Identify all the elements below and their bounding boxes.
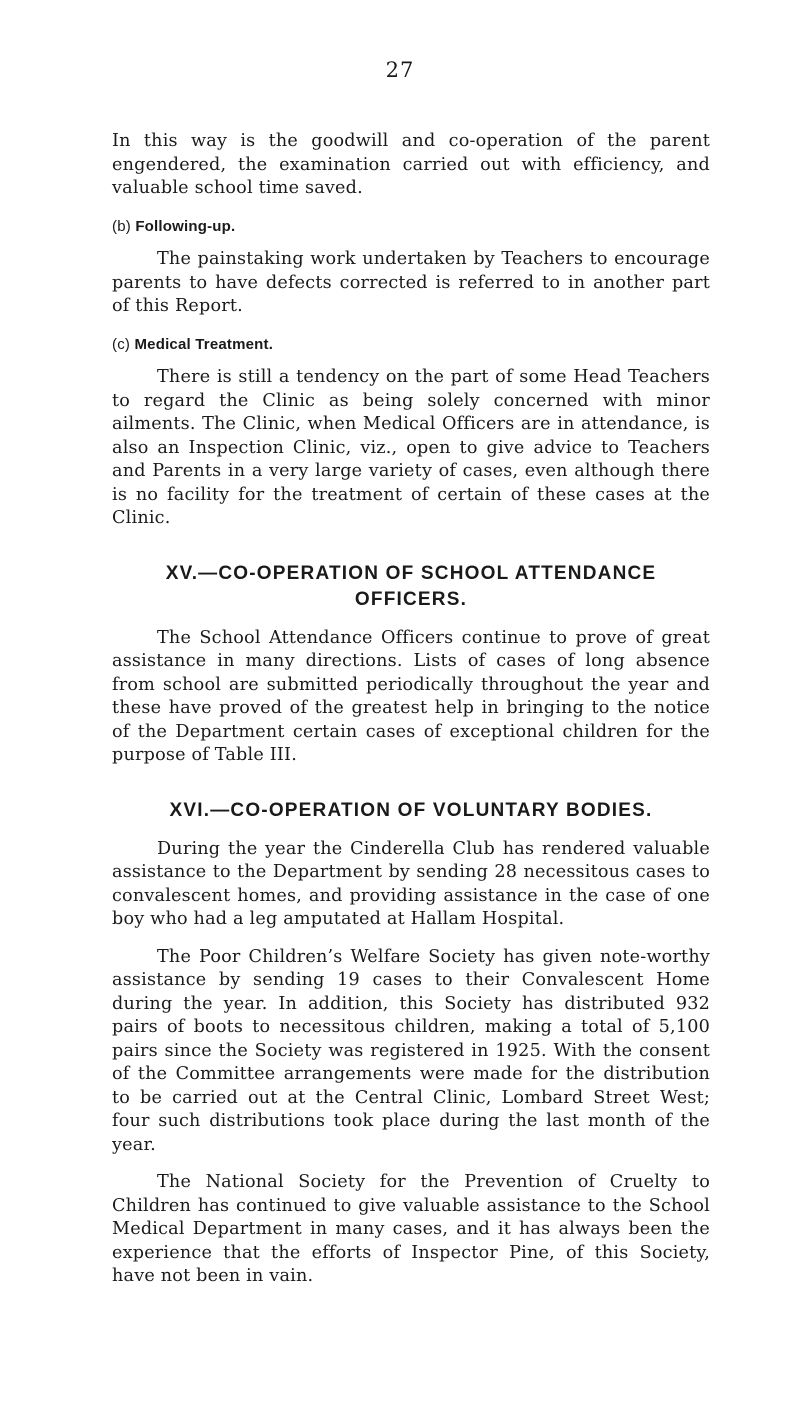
section-xv-paragraph: The School Attendance Officers continue to prove of great assistance in many directions. Lists of cases of long absence from school are submitted periodically throughout the year and these have proved of the greatest help in bringing to the notice of the Department certain cases of exceptional children for the purpose of Table III. xyxy=(112,627,710,765)
subsection-marker: (c) xyxy=(112,335,131,353)
section-xvi-paragraph: During the year the Cinderella Club has rendered valuable assistance to the Department by sending 28 necessitous cases to convalescent homes, and providing assistance in the case of one boy who had a leg amputated at Hallam Hospital. xyxy=(112,838,710,929)
section-heading-xvi: XVI.—CO-OPERATION OF VOLUNTARY BODIES. xyxy=(169,799,653,821)
following-up-paragraph: The painstaking work undertaken by Teachers to encourage parents to have defects corrected is referred to in another part of this Report. xyxy=(112,249,710,316)
subsection-heading-following-up xyxy=(112,215,710,239)
section-xvi-paragraph: The Poor Children’s Welfare Society has given note-worthy assistance by sending 19 cases to their Convalescent Home during the year. In addition, this Society has distributed 932 pairs of boots to necessitous children, making a total of 5,100 pairs since the Society was registered in 1925. With the consent of the Committee arrangements were made for the distribution to be carried out at the Central Clinic, Lombard Street West; four such distributions took place during the last month of the year. xyxy=(112,946,710,1155)
subsection-marker: (b) xyxy=(112,217,131,235)
intro-paragraph: In this way is the goodwill and co-operation of the parent engendered, the examination carried out with efficiency, and valuable school time saved. xyxy=(112,131,710,198)
subsection-heading-medical-treatment xyxy=(112,333,710,357)
section-heading-xv: XV.—CO-OPERATION OF SCHOOL ATTENDANCE OFFICERS. xyxy=(165,562,657,610)
subsection-title: Following-up. xyxy=(135,217,236,235)
page-number: 27 xyxy=(385,58,415,82)
medical-treatment-paragraph: There is still a tendency on the part of some Head Teachers to regard the Clinic as being solely concerned with minor ailments. The Clinic, when Medical Officers are in attendance, is also an Inspection Clinic, viz., open to give advice to Teachers and Parents in a very large variety of cases, even although there is no facility for the treatment of certain of these cases at the Clinic. xyxy=(112,367,710,528)
page-body xyxy=(112,130,710,1289)
subsection-title: Medical Treatment. xyxy=(134,335,274,353)
section-xvi-paragraph: The National Society for the Prevention of Cruelty to Children has continued to give valuable assistance to the School Medical Department in many cases, and it has always been the experience that the efforts of Inspector Pine, of this Society, have not been in vain. xyxy=(112,1172,710,1286)
